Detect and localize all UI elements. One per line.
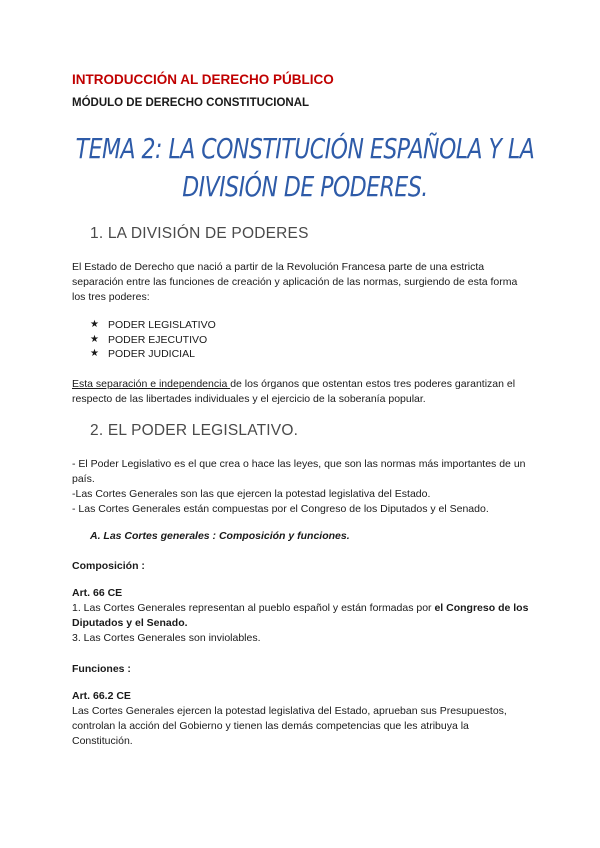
subsection-a-heading: A. Las Cortes generales : Composición y funciones. — [90, 530, 350, 542]
art-66-item-3: 3. Las Cortes Generales son inviolables. — [72, 632, 261, 644]
functions-label: Funciones : — [72, 663, 131, 675]
art-66-2-text: Las Cortes Generales ejercen la potestad legislativa del Estado, aprueban sus Presupuestos, controlan la acción del Gobierno y tienen las demás competencias que les atribuya la Constitución. — [72, 705, 507, 747]
composition-label: Composición : — [72, 560, 145, 572]
intro-line: - El Poder Legislativo es el que crea o hace las leyes, que son las normas más importantes de un país. — [72, 458, 526, 485]
list-item — [90, 347, 216, 362]
power-label: PODER LEGISLATIVO — [108, 319, 216, 331]
topic-title-line-2: DIVISIÓN DE PODERES. — [182, 172, 428, 204]
topic-title-line-1: TEMA 2: LA CONSTITUCIÓN ESPAÑOLA Y LA — [75, 134, 535, 166]
list-item — [90, 318, 216, 333]
art-66-item-1: 1. Las Cortes Generales representan al pueblo español y están formadas por — [72, 602, 435, 614]
course-title: INTRODUCCIÓN AL DERECHO PÚBLICO — [72, 72, 334, 87]
art-66-item-1-bold: el Congreso de los Diputados y el Senado. — [72, 602, 529, 629]
art-66-label: Art. 66 CE — [72, 587, 123, 599]
section-2-heading: 2. EL PODER LEGISLATIVO. — [90, 422, 299, 439]
art-66-2-label: Art. 66.2 CE — [72, 690, 131, 702]
star-icon: ★ — [90, 348, 99, 359]
module-title: MÓDULO DE DERECHO CONSTITUCIONAL — [72, 97, 310, 109]
section-2-intro — [72, 457, 532, 517]
section-1-intro: El Estado de Derecho que nació a partir de la Revolución Francesa parte de una estricta separación entre las funciones de creación y aplicación de las normas, surgiendo de esta forma los tres poderes: — [72, 261, 518, 303]
star-icon: ★ — [90, 319, 99, 330]
section-1-heading: 1. LA DIVISIÓN DE PODERES — [90, 225, 309, 242]
power-label: PODER JUDICIAL — [108, 348, 195, 360]
closing-underlined-text: Esta separación e independencia — [72, 378, 231, 390]
powers-list — [90, 318, 216, 362]
list-item — [90, 333, 216, 348]
power-label: PODER EJECUTIVO — [108, 333, 208, 346]
star-icon: ★ — [90, 333, 99, 345]
intro-line: - Las Cortes Generales están compuestas por el Congreso de los Diputados y el Senado. — [72, 503, 489, 515]
section-1-closing — [72, 377, 532, 407]
intro-line: -Las Cortes Generales son las que ejercen la potestad legislativa del Estado. — [72, 488, 431, 500]
closing-text: de los órganos que ostentan estos tres poderes garantizan el respecto de las libertades individuales y el ejercicio de la soberanía popular. — [72, 378, 516, 405]
art-66-text — [72, 601, 532, 646]
